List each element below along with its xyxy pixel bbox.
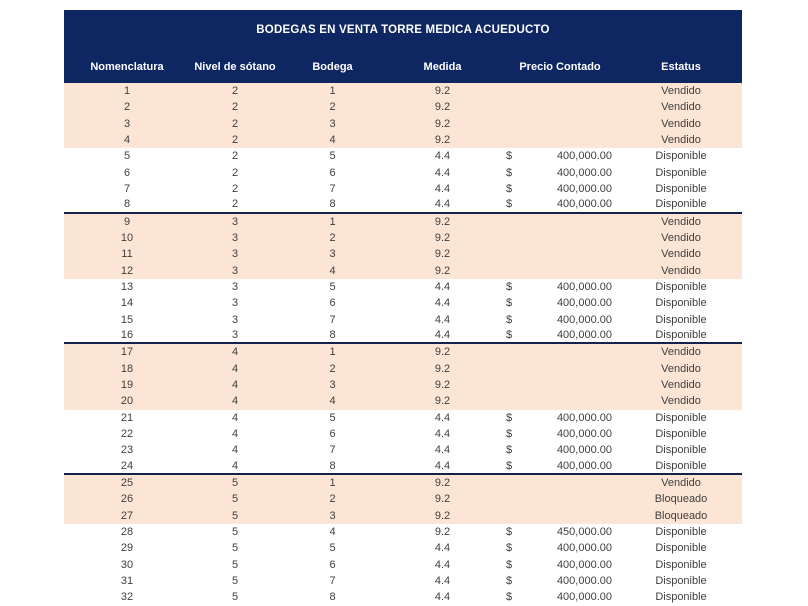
table-row bbox=[64, 508, 742, 524]
cell-medida: 4.4 bbox=[434, 198, 451, 211]
currency-symbol: $ bbox=[506, 542, 513, 555]
cell-medida: 4.4 bbox=[434, 313, 451, 326]
cell-bodega: 4 bbox=[329, 264, 336, 277]
cell-nomenclatura: 17 bbox=[120, 346, 134, 359]
cell-nomenclatura: 19 bbox=[120, 379, 134, 392]
cell-bodega: 3 bbox=[329, 117, 336, 130]
cell-estatus: Disponible bbox=[655, 329, 707, 342]
cell-nivel: 4 bbox=[231, 395, 239, 408]
cell-bodega: 3 bbox=[329, 248, 336, 261]
cell-nivel: 4 bbox=[231, 444, 239, 457]
cell-precio-amount: 400,000.00 bbox=[556, 558, 612, 571]
cell-medida: 9.2 bbox=[434, 493, 451, 506]
cell-medida: 9.2 bbox=[434, 264, 451, 277]
cell-nivel: 5 bbox=[231, 575, 239, 587]
table-row bbox=[64, 99, 742, 115]
cell-precio bbox=[500, 296, 620, 310]
cell-estatus: Disponible bbox=[655, 558, 707, 571]
table-row bbox=[64, 573, 742, 589]
currency-symbol: $ bbox=[506, 297, 513, 310]
cell-precio bbox=[500, 459, 620, 473]
cell-bodega: 8 bbox=[329, 198, 336, 211]
cell-precio-amount: 400,000.00 bbox=[556, 166, 612, 179]
table-row bbox=[64, 197, 742, 213]
cell-medida: 9.2 bbox=[434, 85, 451, 98]
cell-medida: 9.2 bbox=[434, 346, 451, 359]
table-row bbox=[64, 295, 742, 311]
cell-nivel: 5 bbox=[231, 526, 239, 539]
cell-nivel: 2 bbox=[231, 150, 239, 163]
cell-nivel: 2 bbox=[231, 198, 239, 211]
cell-estatus: Disponible bbox=[655, 526, 707, 539]
cell-precio bbox=[500, 328, 620, 342]
cell-medida: 4.4 bbox=[434, 591, 451, 604]
table-row bbox=[64, 328, 742, 344]
cell-medida: 9.2 bbox=[434, 526, 451, 539]
cell-medida: 4.4 bbox=[434, 297, 451, 310]
cell-precio bbox=[500, 525, 620, 539]
cell-nomenclatura: 13 bbox=[120, 281, 134, 294]
cell-nivel: 3 bbox=[231, 264, 239, 277]
cell-medida: 4.4 bbox=[434, 558, 451, 571]
cell-bodega: 8 bbox=[329, 329, 336, 342]
currency-symbol: $ bbox=[506, 281, 513, 294]
cell-medida: 4.4 bbox=[434, 459, 451, 472]
cell-precio-amount: 400,000.00 bbox=[556, 198, 612, 211]
cell-bodega: 5 bbox=[329, 411, 336, 424]
cell-precio-amount: 400,000.00 bbox=[556, 542, 612, 555]
cell-precio-amount: 400,000.00 bbox=[556, 281, 612, 294]
cell-medida: 9.2 bbox=[434, 477, 451, 490]
cell-nomenclatura: 31 bbox=[120, 575, 134, 587]
cell-nomenclatura: 6 bbox=[123, 166, 131, 179]
cell-precio bbox=[500, 280, 620, 294]
currency-symbol: $ bbox=[506, 575, 513, 587]
table-row bbox=[64, 410, 742, 426]
cell-nivel: 4 bbox=[231, 362, 239, 375]
cell-estatus: Disponible bbox=[655, 150, 707, 163]
cell-bodega: 7 bbox=[329, 444, 336, 457]
table-row bbox=[64, 246, 742, 262]
table-row bbox=[64, 214, 742, 230]
cell-precio-amount: 400,000.00 bbox=[556, 150, 612, 163]
column-header-precio-contado: Precio Contado bbox=[519, 60, 601, 73]
table-row bbox=[64, 279, 742, 295]
cell-medida: 9.2 bbox=[434, 117, 451, 130]
currency-symbol: $ bbox=[506, 411, 513, 424]
table-row bbox=[64, 589, 742, 605]
cell-precio bbox=[500, 427, 620, 441]
cell-nomenclatura: 22 bbox=[120, 428, 134, 441]
cell-nomenclatura: 15 bbox=[120, 313, 134, 326]
cell-medida: 4.4 bbox=[434, 166, 451, 179]
cell-precio-amount: 400,000.00 bbox=[556, 313, 612, 326]
cell-estatus: Vendido bbox=[661, 134, 701, 147]
cell-precio-amount: 450,000.00 bbox=[556, 526, 612, 539]
cell-nomenclatura: 28 bbox=[120, 526, 134, 539]
cell-nivel: 3 bbox=[231, 313, 239, 326]
cell-estatus: Disponible bbox=[655, 411, 707, 424]
cell-medida: 9.2 bbox=[434, 101, 451, 114]
currency-symbol: $ bbox=[506, 444, 513, 457]
cell-estatus: Disponible bbox=[655, 428, 707, 441]
cell-medida: 9.2 bbox=[434, 215, 451, 228]
column-header-nivel-de-sotano: Nivel de sótano bbox=[194, 60, 276, 73]
currency-symbol: $ bbox=[506, 150, 513, 163]
cell-medida: 4.4 bbox=[434, 329, 451, 342]
cell-nivel: 4 bbox=[231, 379, 239, 392]
cell-nomenclatura: 7 bbox=[123, 183, 131, 196]
cell-nivel: 5 bbox=[231, 591, 239, 604]
table-row bbox=[64, 557, 742, 573]
cell-nomenclatura: 23 bbox=[120, 444, 134, 457]
cell-nomenclatura: 18 bbox=[120, 362, 134, 375]
currency-symbol: $ bbox=[506, 313, 513, 326]
cell-estatus: Disponible bbox=[655, 281, 707, 294]
cell-bodega: 2 bbox=[329, 232, 336, 245]
cell-bodega: 5 bbox=[329, 542, 336, 555]
table-title: BODEGAS EN VENTA TORRE MEDICA ACUEDUCTO bbox=[256, 24, 550, 36]
cell-nomenclatura: 3 bbox=[123, 117, 131, 130]
cell-precio-amount: 400,000.00 bbox=[556, 411, 612, 424]
cell-bodega: 8 bbox=[329, 591, 336, 604]
cell-estatus: Vendido bbox=[661, 248, 701, 261]
cell-nivel: 2 bbox=[231, 166, 239, 179]
cell-medida: 4.4 bbox=[434, 444, 451, 457]
cell-nomenclatura: 2 bbox=[123, 101, 131, 114]
table-header-row bbox=[64, 50, 742, 83]
cell-nivel: 5 bbox=[231, 558, 239, 571]
cell-estatus: Vendido bbox=[661, 379, 701, 392]
cell-nivel: 4 bbox=[231, 411, 239, 424]
cell-bodega: 1 bbox=[329, 477, 336, 490]
cell-medida: 4.4 bbox=[434, 575, 451, 587]
currency-symbol: $ bbox=[506, 329, 513, 342]
table-row bbox=[64, 524, 742, 540]
table-row bbox=[64, 377, 742, 393]
cell-medida: 9.2 bbox=[434, 379, 451, 392]
cell-nomenclatura: 5 bbox=[123, 150, 131, 163]
cell-medida: 9.2 bbox=[434, 395, 451, 408]
cell-estatus: Vendido bbox=[661, 85, 701, 98]
cell-bodega: 6 bbox=[329, 297, 336, 310]
cell-bodega: 3 bbox=[329, 379, 336, 392]
cell-precio bbox=[500, 558, 620, 572]
cell-bodega: 2 bbox=[329, 101, 336, 114]
cell-precio-amount: 400,000.00 bbox=[556, 575, 612, 587]
cell-nomenclatura: 24 bbox=[120, 459, 134, 472]
cell-estatus: Disponible bbox=[655, 444, 707, 457]
table-row bbox=[64, 165, 742, 181]
cell-bodega: 8 bbox=[329, 459, 336, 472]
cell-medida: 4.4 bbox=[434, 183, 451, 196]
table-row bbox=[64, 393, 742, 409]
currency-symbol: $ bbox=[506, 166, 513, 179]
cell-estatus: Vendido bbox=[661, 117, 701, 130]
currency-symbol: $ bbox=[506, 198, 513, 211]
cell-bodega: 1 bbox=[329, 215, 336, 228]
cell-medida: 9.2 bbox=[434, 509, 451, 522]
table-row bbox=[64, 181, 742, 197]
cell-estatus: Vendido bbox=[661, 362, 701, 375]
cell-nivel: 2 bbox=[231, 101, 239, 114]
table-row bbox=[64, 132, 742, 148]
cell-nivel: 4 bbox=[231, 459, 239, 472]
cell-nomenclatura: 30 bbox=[120, 558, 134, 571]
cell-nomenclatura: 8 bbox=[123, 198, 131, 211]
table-row bbox=[64, 442, 742, 458]
cell-estatus: Disponible bbox=[655, 313, 707, 326]
cell-nomenclatura: 10 bbox=[120, 232, 134, 245]
cell-nomenclatura: 20 bbox=[120, 395, 134, 408]
table-row bbox=[64, 116, 742, 132]
cell-nivel: 3 bbox=[231, 329, 239, 342]
cell-nomenclatura: 9 bbox=[123, 215, 131, 228]
cell-estatus: Disponible bbox=[655, 459, 707, 472]
cell-bodega: 4 bbox=[329, 526, 336, 539]
bodegas-table bbox=[64, 10, 742, 606]
cell-nivel: 2 bbox=[231, 85, 239, 98]
cell-medida: 4.4 bbox=[434, 542, 451, 555]
table-row bbox=[64, 230, 742, 246]
cell-precio bbox=[500, 541, 620, 555]
table-row bbox=[64, 83, 742, 99]
cell-estatus: Disponible bbox=[655, 198, 707, 211]
cell-nomenclatura: 4 bbox=[123, 134, 131, 147]
table-row bbox=[64, 312, 742, 328]
cell-nomenclatura: 11 bbox=[121, 248, 133, 261]
cell-estatus: Bloqueado bbox=[654, 493, 708, 506]
table-row bbox=[64, 344, 742, 360]
cell-bodega: 7 bbox=[329, 183, 336, 196]
column-header-nomenclatura: Nomenclatura bbox=[90, 60, 164, 73]
cell-nivel: 3 bbox=[231, 248, 239, 261]
cell-estatus: Vendido bbox=[661, 477, 701, 490]
cell-bodega: 6 bbox=[329, 166, 336, 179]
cell-precio bbox=[500, 182, 620, 196]
cell-medida: 4.4 bbox=[434, 411, 451, 424]
cell-nomenclatura: 27 bbox=[120, 509, 134, 522]
cell-precio-amount: 400,000.00 bbox=[556, 329, 612, 342]
cell-precio bbox=[500, 590, 620, 604]
cell-bodega: 2 bbox=[329, 493, 336, 506]
cell-nomenclatura: 32 bbox=[120, 591, 134, 604]
cell-precio bbox=[500, 574, 620, 588]
currency-symbol: $ bbox=[506, 591, 513, 604]
cell-nivel: 3 bbox=[231, 215, 239, 228]
currency-symbol: $ bbox=[506, 183, 513, 196]
currency-symbol: $ bbox=[506, 526, 513, 539]
cell-nivel: 4 bbox=[231, 428, 239, 441]
table-row bbox=[64, 540, 742, 556]
cell-estatus: Vendido bbox=[661, 264, 701, 277]
cell-precio-amount: 400,000.00 bbox=[556, 428, 612, 441]
cell-bodega: 5 bbox=[329, 150, 336, 163]
cell-precio-amount: 400,000.00 bbox=[556, 183, 612, 196]
table-row bbox=[64, 491, 742, 507]
cell-bodega: 5 bbox=[329, 281, 336, 294]
cell-precio bbox=[500, 149, 620, 163]
cell-medida: 4.4 bbox=[434, 150, 451, 163]
table-row bbox=[64, 475, 742, 491]
cell-bodega: 4 bbox=[329, 395, 336, 408]
cell-nomenclatura: 12 bbox=[120, 264, 134, 277]
cell-medida: 4.4 bbox=[434, 281, 451, 294]
cell-precio bbox=[500, 197, 620, 211]
cell-nivel: 2 bbox=[231, 134, 239, 147]
cell-bodega: 2 bbox=[329, 362, 336, 375]
cell-nomenclatura: 16 bbox=[120, 329, 134, 342]
column-header-medida: Medida bbox=[423, 60, 462, 73]
cell-bodega: 7 bbox=[329, 575, 336, 587]
cell-nivel: 3 bbox=[231, 281, 239, 294]
cell-nomenclatura: 29 bbox=[120, 542, 134, 555]
cell-bodega: 1 bbox=[329, 346, 336, 359]
cell-medida: 9.2 bbox=[434, 362, 451, 375]
column-header-estatus: Estatus bbox=[661, 60, 701, 73]
table-title-bar bbox=[64, 10, 742, 50]
cell-estatus: Disponible bbox=[655, 166, 707, 179]
cell-medida: 4.4 bbox=[434, 428, 451, 441]
cell-estatus: Disponible bbox=[655, 297, 707, 310]
table-row bbox=[64, 148, 742, 164]
cell-precio bbox=[500, 443, 620, 457]
cell-nivel: 5 bbox=[231, 477, 239, 490]
cell-bodega: 6 bbox=[329, 428, 336, 441]
cell-precio-amount: 400,000.00 bbox=[556, 297, 612, 310]
cell-estatus: Vendido bbox=[661, 395, 701, 408]
cell-bodega: 6 bbox=[329, 558, 336, 571]
cell-bodega: 3 bbox=[329, 509, 336, 522]
currency-symbol: $ bbox=[506, 558, 513, 571]
cell-precio-amount: 400,000.00 bbox=[556, 591, 612, 604]
cell-nivel: 4 bbox=[231, 346, 239, 359]
cell-nivel: 5 bbox=[231, 509, 239, 522]
cell-estatus: Vendido bbox=[661, 346, 701, 359]
table-row bbox=[64, 426, 742, 442]
cell-nivel: 3 bbox=[231, 297, 239, 310]
currency-symbol: $ bbox=[506, 428, 513, 441]
cell-nivel: 2 bbox=[231, 117, 239, 130]
cell-estatus: Vendido bbox=[661, 215, 701, 228]
cell-medida: 9.2 bbox=[434, 248, 451, 261]
currency-symbol: $ bbox=[506, 459, 513, 472]
cell-bodega: 1 bbox=[329, 85, 336, 98]
cell-nomenclatura: 1 bbox=[123, 85, 131, 98]
cell-estatus: Disponible bbox=[655, 542, 707, 555]
cell-nivel: 5 bbox=[231, 542, 239, 555]
cell-nivel: 2 bbox=[231, 183, 239, 196]
cell-nomenclatura: 21 bbox=[120, 411, 134, 424]
cell-nomenclatura: 25 bbox=[120, 477, 134, 490]
cell-precio bbox=[500, 313, 620, 327]
cell-estatus: Disponible bbox=[655, 575, 707, 587]
column-header-bodega: Bodega bbox=[312, 60, 353, 73]
cell-medida: 9.2 bbox=[434, 232, 451, 245]
cell-nomenclatura: 14 bbox=[120, 297, 134, 310]
cell-nivel: 5 bbox=[231, 493, 239, 506]
cell-precio bbox=[500, 411, 620, 425]
cell-precio bbox=[500, 166, 620, 180]
cell-precio-amount: 400,000.00 bbox=[556, 459, 612, 472]
cell-estatus: Bloqueado bbox=[654, 509, 708, 522]
cell-estatus: Vendido bbox=[661, 232, 701, 245]
cell-estatus: Disponible bbox=[655, 591, 707, 604]
table-body bbox=[64, 83, 742, 606]
table-row bbox=[64, 459, 742, 475]
cell-nivel: 3 bbox=[231, 232, 239, 245]
cell-estatus: Vendido bbox=[661, 101, 701, 114]
cell-estatus: Disponible bbox=[655, 183, 707, 196]
cell-bodega: 7 bbox=[329, 313, 336, 326]
table-row bbox=[64, 263, 742, 279]
cell-nomenclatura: 26 bbox=[120, 493, 134, 506]
table-row bbox=[64, 361, 742, 377]
cell-bodega: 4 bbox=[329, 134, 336, 147]
cell-medida: 9.2 bbox=[434, 134, 451, 147]
cell-precio-amount: 400,000.00 bbox=[556, 444, 612, 457]
